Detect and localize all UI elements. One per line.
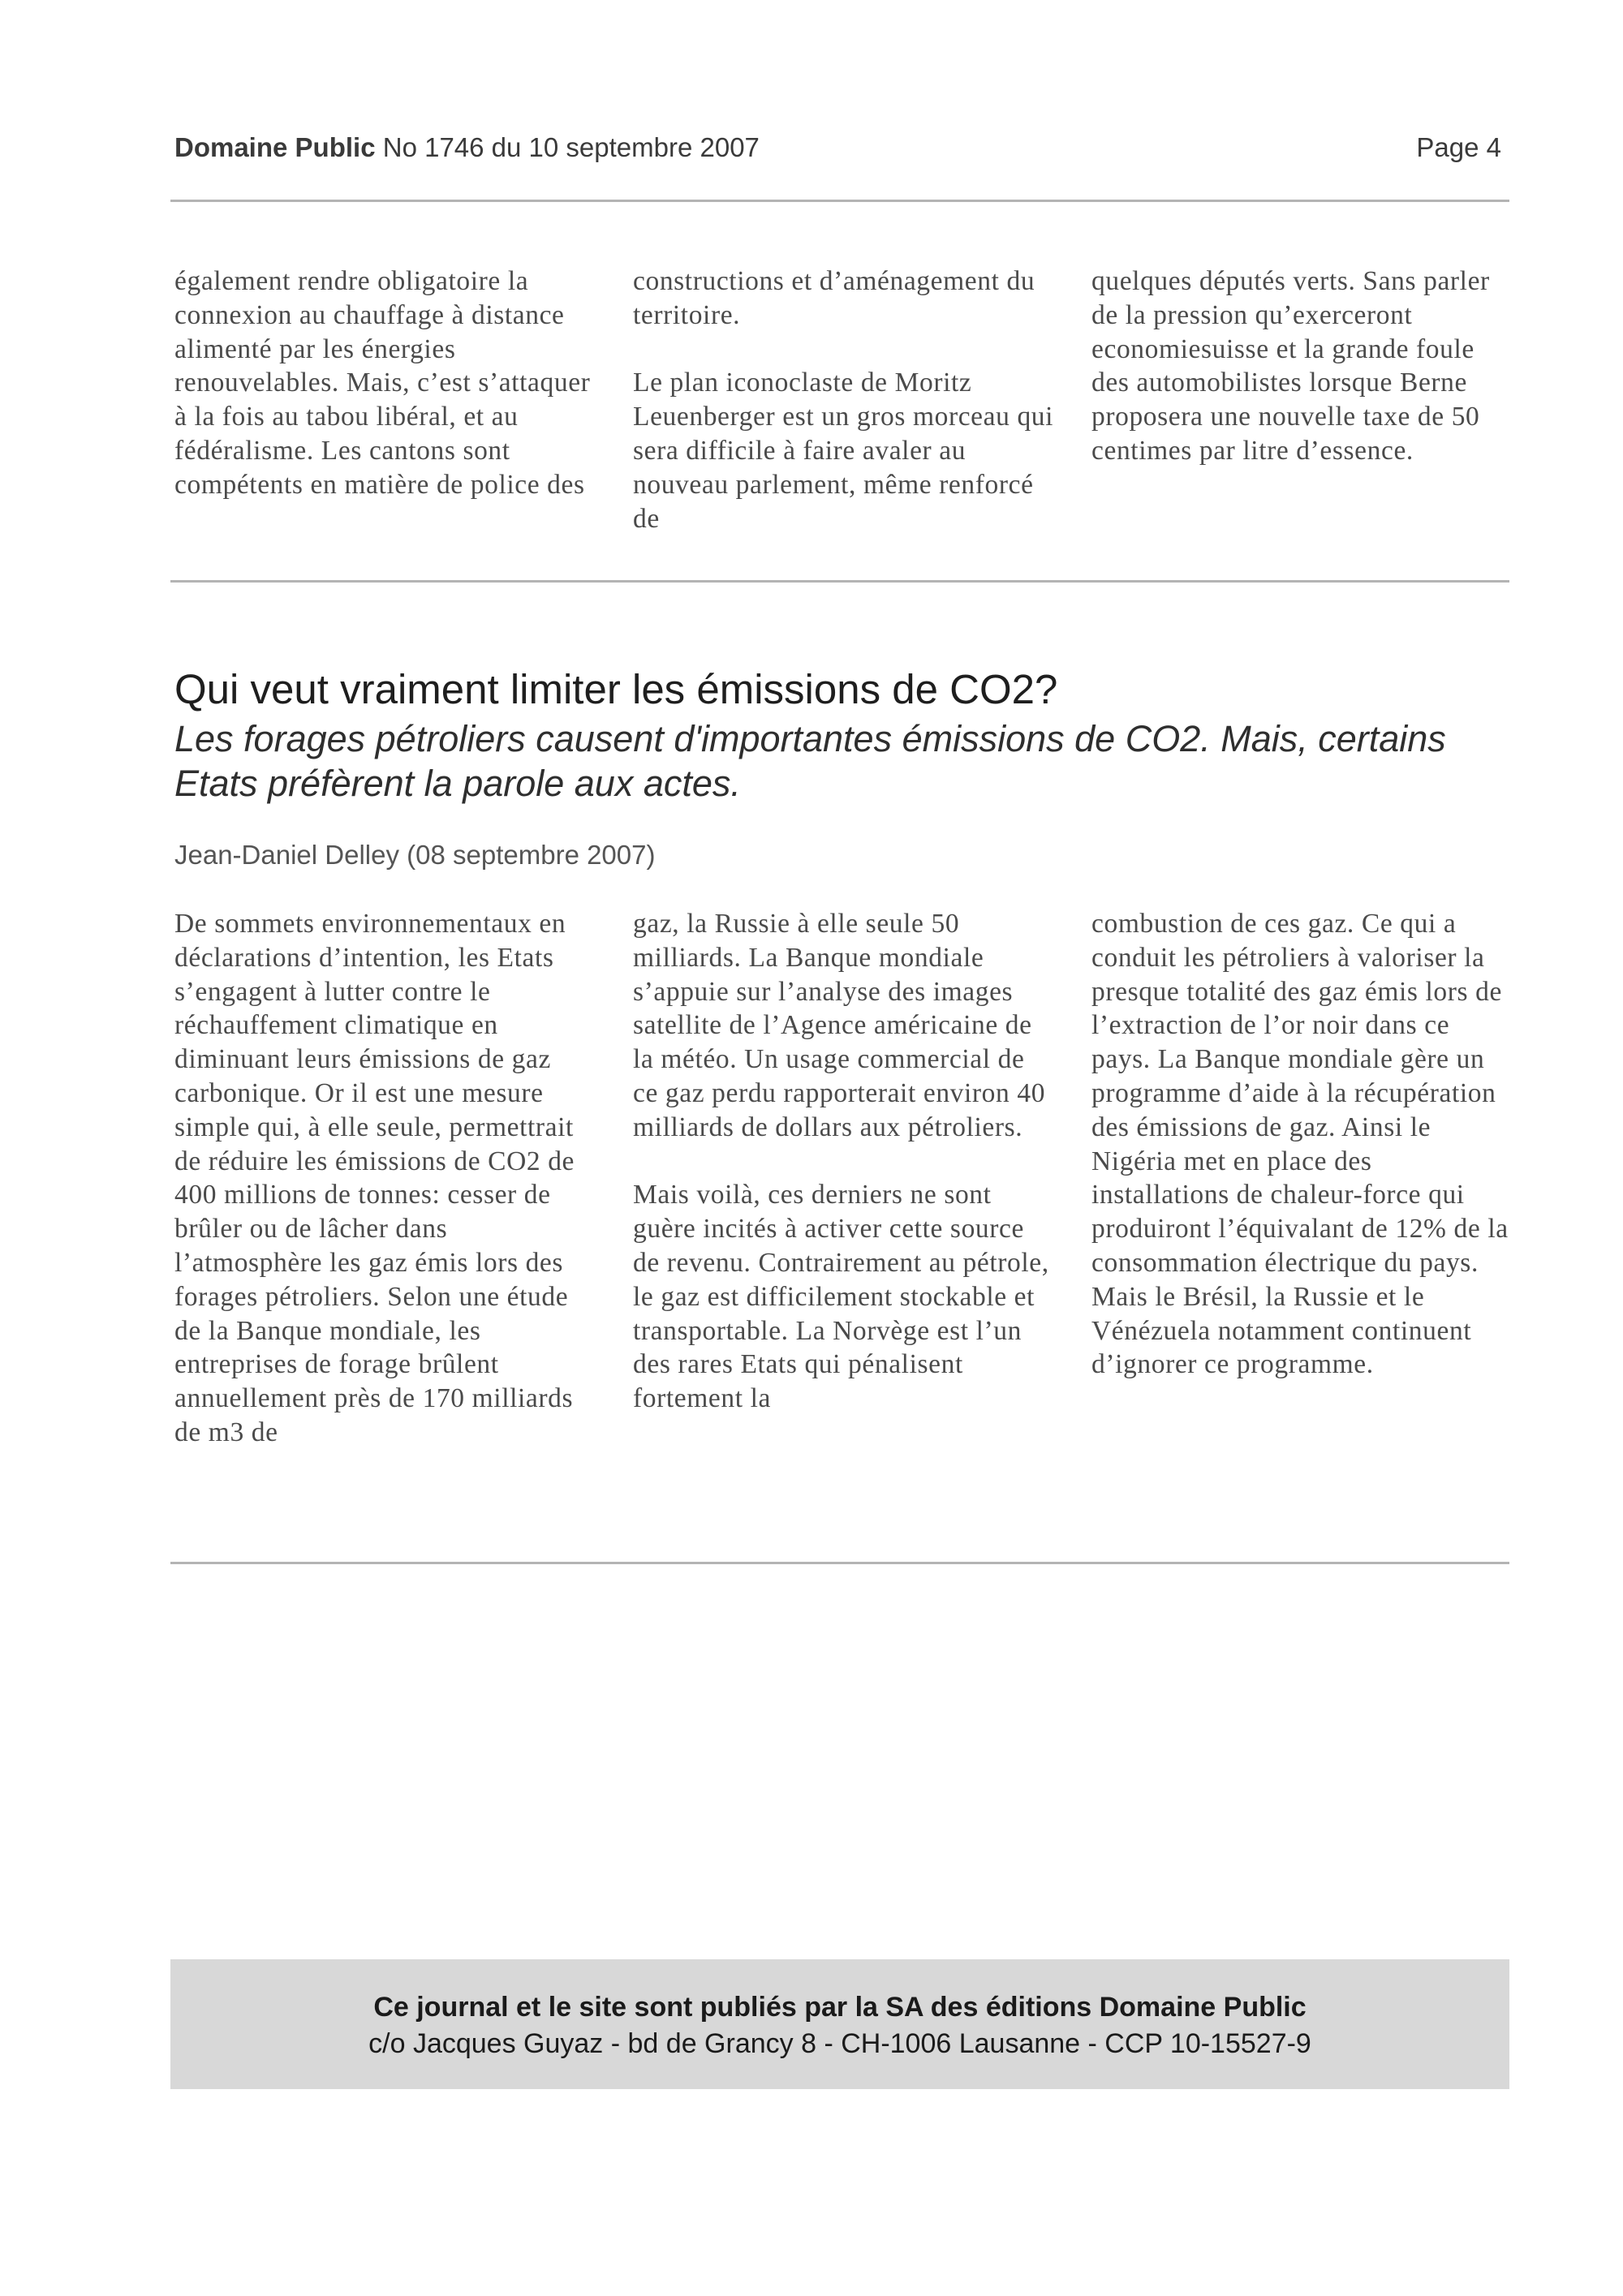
paragraph: combustion de ces gaz. Ce qui a conduit les pétroliers à valoriser la presque totalité des gaz émis lors de l’extraction de l’or noir dans ce pays. La Banque mondiale gère un programme d’aide à la récupération des émissions de gaz. Ainsi le Nigéria met en place des installations de chaleur-force qui produiront l’équivalant de 12% de la consommation électrique du pays. Mais le Brésil, la Russie et le Vénézuela notamment continuent d’ignorer ce programme. bbox=[1091, 909, 1509, 1380]
paragraph: Le plan iconoclaste de Moritz Leuenberger est un gros morceau qui sera difficile à faire avaler au nouveau parlement, même renforcé de bbox=[633, 368, 1054, 534]
issue-info: No 1746 du 10 septembre 2007 bbox=[382, 132, 760, 162]
paragraph: quelques députés verts. Sans parler de la pression qu’exerceront economiesuisse et la grande foule des automobilistes lorsque Berne proposera une nouvelle taxe de 50 centimes par litre d’essence. bbox=[1091, 266, 1490, 466]
article-byline: Jean-Daniel Delley (08 septembre 2007) bbox=[174, 840, 656, 870]
page-number: Page 4 bbox=[1416, 132, 1501, 162]
header-divider bbox=[170, 200, 1509, 202]
paragraph: Mais voilà, ces derniers ne sont guère incités à activer cette source de revenu. Contrairement au pétrole, le gaz est difficilement stockable et transportable. La Norvège est l’un des rares Etats qui pénalisent fortement la bbox=[633, 1180, 1049, 1414]
continued-column-3 bbox=[1091, 264, 1513, 468]
article-end-divider bbox=[170, 1562, 1509, 1564]
publisher-footer bbox=[170, 1959, 1509, 2089]
continued-column-1 bbox=[174, 264, 596, 502]
article-title: Qui veut vraiment limiter les émissions de CO2? bbox=[174, 666, 1058, 712]
page-header bbox=[174, 132, 1501, 163]
paragraph: gaz, la Russie à elle seule 50 milliards. La Banque mondiale s’appuie sur l’analyse des images satellite de l’Agence américaine de la météo. Un usage commercial de ce gaz perdu rapporterait environ 40 milliards de dollars aux pétroliers. bbox=[633, 909, 1046, 1142]
article-column-2 bbox=[633, 907, 1055, 1416]
article-subtitle: Les forages pétroliers causent d'importantes émissions de CO2. Mais, certains Etats préfèrent la parole aux actes. bbox=[174, 718, 1446, 804]
footer-publisher-line: Ce journal et le site sont publiés par la SA des éditions Domaine Public bbox=[373, 1992, 1307, 2023]
footer-address-line: c/o Jacques Guyaz - bd de Grancy 8 - CH-1006 Lausanne - CCP 10-15527-9 bbox=[368, 2028, 1311, 2059]
continued-column-2 bbox=[633, 264, 1055, 535]
paragraph: De sommets environnementaux en déclarations d’intention, les Etats s’engagent à lutter contre le réchauffement climatique en diminuant leurs émissions de gaz carbonique. Or il est une mesure simple qui, à elle seule, permettrait de réduire les émissions de CO2 de 400 millions de tonnes: cesser de brûler ou de lâcher dans l’atmosphère les gaz émis lors des forages pétroliers. Selon une étude de la Banque mondiale, les entreprises de forage brûlent annuellement près de 170 milliards de m3 de bbox=[174, 909, 575, 1447]
article-column-3 bbox=[1091, 907, 1513, 1382]
paragraph: constructions et d’aménagement du territoire. bbox=[633, 266, 1035, 330]
article-column-1 bbox=[174, 907, 596, 1450]
paragraph: également rendre obligatoire la connexion au chauffage à distance alimenté par les énergies renouvelables. Mais, c’est s’attaquer à la fois au tabou libéral, et au fédéralisme. Les cantons sont compétents en matière de police des bbox=[174, 266, 591, 500]
section-divider bbox=[170, 580, 1509, 583]
publication-name: Domaine Public bbox=[174, 132, 376, 162]
